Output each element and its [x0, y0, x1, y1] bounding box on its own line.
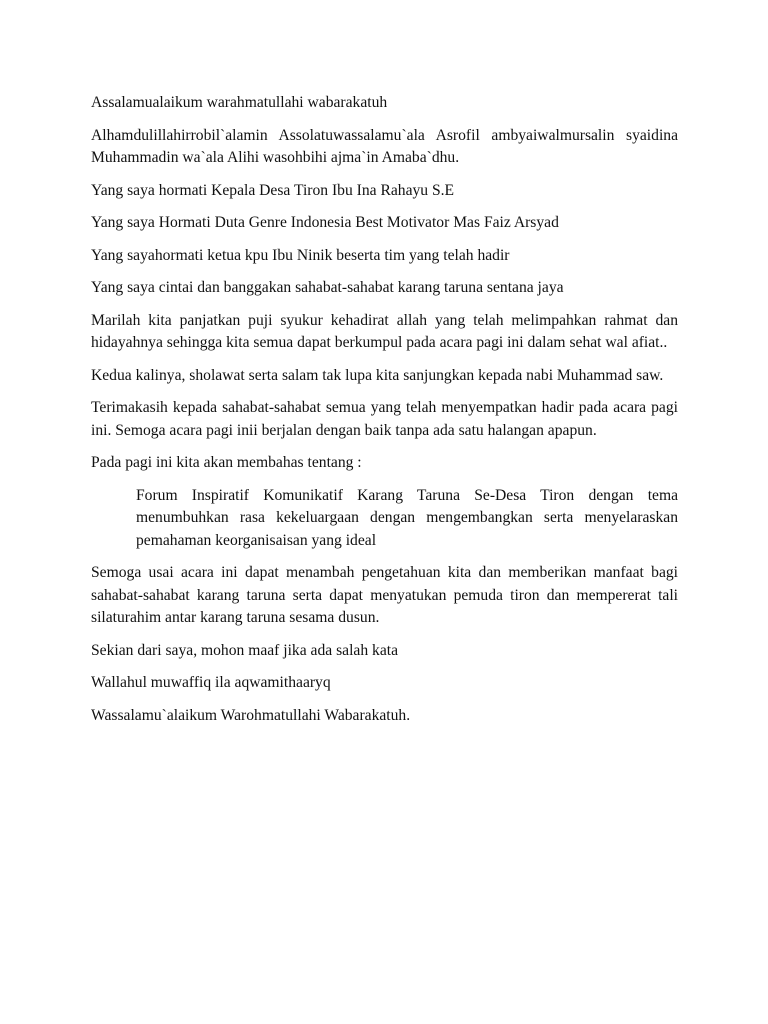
topic-description: Forum Inspiratif Komunikatif Karang Taruna Se-Desa Tiron dengan tema menumbuhkan rasa kekeluargaan dengan mengembangkan serta menyelaraskan pemahaman keorganisaisan yang ideal [136, 486, 678, 549]
document-body [91, 92, 678, 737]
salutation-village-head: Yang saya hormati Kepala Desa Tiron Ibu Ina Rahayu S.E [91, 181, 455, 199]
thanks-paragraph: Terimakasih kepada sahabat-sahabat semua yang telah menyempatkan hadir pada acara pagi ini. Semoga acara pagi inii berjalan dengan baik tanpa ada satu halangan apapun. [91, 399, 678, 439]
hope-paragraph: Semoga usai acara ini dapat menambah pengetahuan kita dan memberikan manfaat bagi sahabat-sahabat karang taruna serta dapat menyatukan pemuda tiron dan mempererat tali silaturahim antar karang taruna sesama dusun. [91, 564, 678, 626]
sholawat-paragraph: Kedua kalinya, sholawat serta salam tak lupa kita sanjungkan kepada nabi Muhammad saw. [91, 366, 664, 384]
greeting-opening: Assalamualaikum warahmatullahi wabarakatuh [91, 94, 388, 111]
gratitude-paragraph: Marilah kita panjatkan puji syukur kehadirat allah yang telah melimpahkan rahmat dan hidayahnya sehingga kita semua dapat berkumpul pada acara pagi ini dalam sehat wal afiat.. [91, 311, 678, 351]
salutation-genre-ambassador: Yang saya Hormati Duta Genre Indonesia Best Motivator Mas Faiz Arsyad [91, 214, 559, 231]
salutation-kpu-head: Yang sayahormati ketua kpu Ibu Ninik beserta tim yang telah hadir [91, 246, 510, 264]
apology-paragraph: Sekian dari saya, mohon maaf jika ada salah kata [91, 641, 398, 659]
greeting-closing: Wassalamu`alaikum Warohmatullahi Wabarakatuh. [91, 706, 411, 724]
closing-prayer: Wallahul muwaffiq ila aqwamithaaryq [91, 674, 331, 691]
salutation-friends: Yang saya cintai dan banggakan sahabat-sahabat karang taruna sentana jaya [91, 279, 564, 296]
opening-praise: Alhamdulillahirrobil`alamin Assolatuwassalamu`ala Asrofil ambyaiwalmursalin syaidina Muhammadin wa`ala Alihi wasohbihi ajma`in Amaba`dhu. [91, 126, 678, 166]
topic-intro: Pada pagi ini kita akan membahas tentang : [91, 454, 362, 471]
